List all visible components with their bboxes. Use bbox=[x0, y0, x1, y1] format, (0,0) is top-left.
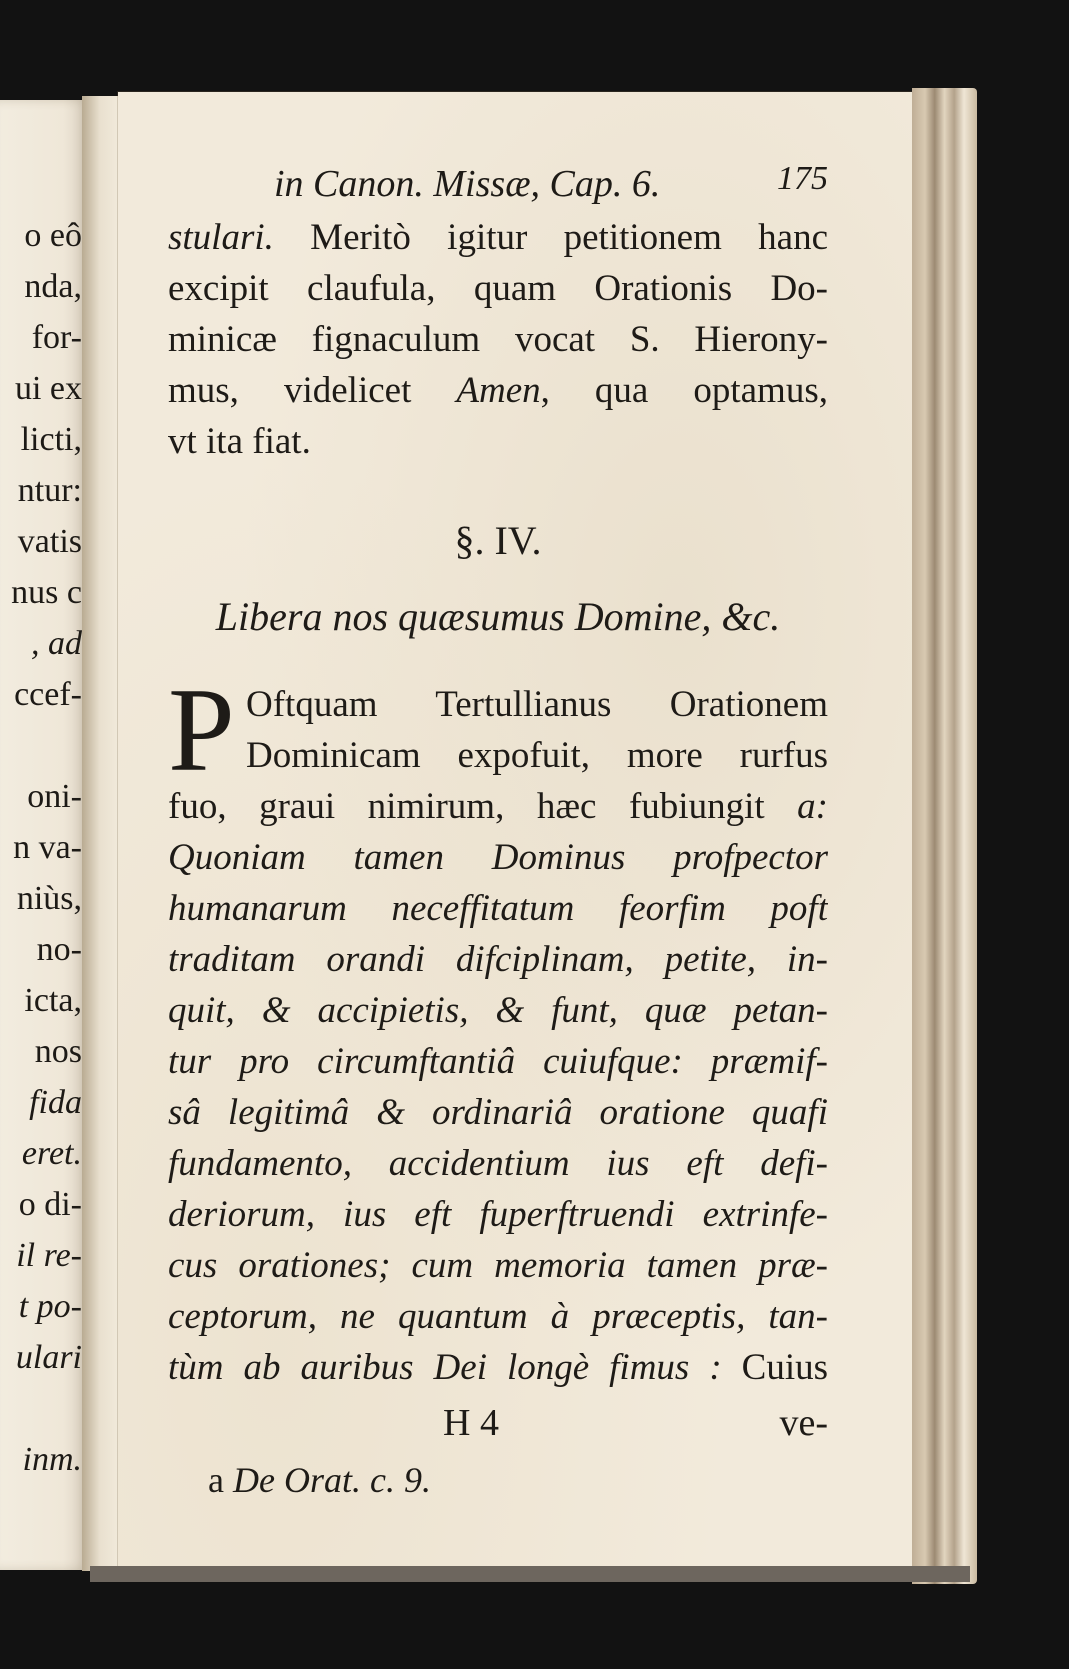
fragment-line: nda, bbox=[24, 268, 82, 305]
text-run: tur pro circumftantiâ cuiufque: præmif- bbox=[168, 1041, 828, 1082]
text-line bbox=[168, 1189, 828, 1240]
page-fore-edge bbox=[912, 88, 977, 1584]
text-line bbox=[168, 1240, 828, 1291]
signature-line bbox=[168, 1397, 828, 1453]
fragment-line: inm. bbox=[22, 1441, 82, 1478]
text-line bbox=[168, 263, 828, 314]
text-run: humanarum neceffitatum feorfim poft bbox=[168, 888, 828, 929]
page-number: 175 bbox=[777, 160, 828, 197]
text-line bbox=[168, 781, 828, 832]
text-run: Cuius bbox=[741, 1347, 828, 1388]
previous-page-text-fragments bbox=[0, 210, 82, 1485]
text-run: minicæ fignaculum vocat S. Hierony- bbox=[168, 319, 828, 360]
fragment-line bbox=[0, 1383, 82, 1434]
fragment-line: o di- bbox=[18, 1186, 82, 1223]
text-run: Meritò igitur petitionem hanc bbox=[273, 217, 828, 258]
text-run: quit, & accipietis, & funt, quæ petan- bbox=[168, 990, 828, 1031]
text-run: sâ legitimâ & ordinariâ oratione quafi bbox=[168, 1092, 828, 1133]
text-run: fuo, graui nimirum, hæc fubiungit bbox=[168, 786, 798, 827]
fragment-line: t po- bbox=[18, 1288, 82, 1325]
section-subheading: Libera nos quæsumus Domine, &c. bbox=[215, 594, 781, 639]
fragment-line: licti, bbox=[20, 421, 82, 458]
text-line bbox=[168, 1036, 828, 1087]
text-run: excipit claufula, quam Orationis Do- bbox=[168, 268, 828, 309]
fragment-line: ui ex bbox=[14, 370, 82, 407]
book-cover-board bbox=[90, 1566, 970, 1582]
fragment-line: eret. bbox=[21, 1135, 82, 1172]
fragment-line: no- bbox=[36, 931, 82, 968]
text-run: a: bbox=[797, 786, 828, 827]
fragment-line: n va- bbox=[13, 829, 82, 866]
opening-paragraph bbox=[168, 212, 828, 416]
previous-page-edge bbox=[0, 100, 90, 1570]
quotation-block bbox=[168, 781, 828, 1342]
text-run: Amen bbox=[456, 370, 541, 411]
footnote-marker: a bbox=[208, 1460, 224, 1500]
text-run: Quoniam tamen Dominus profpector bbox=[168, 837, 828, 878]
text-run: fundamento, accidentium ius eft defi- bbox=[168, 1143, 828, 1184]
fragment-line: , ad bbox=[31, 625, 82, 662]
fragment-line: ccef- bbox=[14, 676, 82, 713]
text-line bbox=[168, 1291, 828, 1342]
text-line bbox=[168, 985, 828, 1036]
fragment-line: niùs, bbox=[16, 880, 82, 917]
book-gutter bbox=[82, 96, 122, 1571]
text-line bbox=[168, 934, 828, 985]
footnote-text: De Orat. c. 9. bbox=[232, 1460, 431, 1500]
drop-cap: P bbox=[168, 663, 235, 796]
text-run: mus, videlicet bbox=[168, 370, 457, 411]
text-line bbox=[168, 883, 828, 934]
fragment-line: fida bbox=[29, 1084, 82, 1121]
text-line bbox=[168, 1087, 828, 1138]
text-run: cus orationes; cum memoria tamen præ- bbox=[168, 1245, 828, 1286]
text-run: tùm ab auribus Dei longè fimus : bbox=[168, 1347, 742, 1388]
paragraph-last-line: vt ita fiat. bbox=[168, 421, 311, 462]
fragment-line: for- bbox=[31, 319, 82, 356]
fragment-line: nos bbox=[34, 1033, 82, 1070]
fragment-line: vatis bbox=[17, 523, 82, 560]
text-run: ceptorum, ne quantum à præceptis, tan- bbox=[168, 1296, 828, 1337]
fragment-line bbox=[0, 720, 82, 771]
text-run: deriorum, ius eft fuperftruendi extrinfe- bbox=[168, 1194, 828, 1235]
paragraph-with-drop-cap bbox=[168, 663, 828, 796]
text-run: traditam orandi difciplinam, petite, in- bbox=[168, 939, 828, 980]
text-line bbox=[168, 365, 828, 416]
footnote bbox=[208, 1459, 828, 1501]
fragment-line: ntur: bbox=[17, 472, 82, 509]
text-line bbox=[168, 832, 828, 883]
catchword: ve- bbox=[779, 1402, 828, 1444]
text-line: Dominicam expofuit, more rurfus bbox=[246, 735, 828, 776]
text-run: stulari. bbox=[168, 217, 274, 258]
section-heading: §. IV. bbox=[454, 518, 542, 563]
running-head bbox=[168, 160, 828, 212]
running-head-title: in Canon. Missæ, Cap. 6. bbox=[274, 163, 661, 205]
fragment-line: ulari bbox=[15, 1339, 82, 1376]
text-line bbox=[168, 314, 828, 365]
signature-mark: H 4 bbox=[443, 1402, 499, 1444]
text-line bbox=[168, 212, 828, 263]
text-run: , qua optamus, bbox=[540, 370, 828, 411]
text-line bbox=[168, 1342, 828, 1393]
fragment-line: oni- bbox=[27, 778, 82, 815]
text-line bbox=[168, 1138, 828, 1189]
page-text-block bbox=[168, 160, 828, 1501]
fragment-line: o eô bbox=[24, 217, 82, 254]
text-line: Oftquam Tertullianus Orationem bbox=[246, 684, 828, 725]
fragment-line: il re- bbox=[16, 1237, 82, 1274]
fragment-line: icta, bbox=[24, 982, 82, 1019]
fragment-line: nus c bbox=[11, 574, 82, 611]
